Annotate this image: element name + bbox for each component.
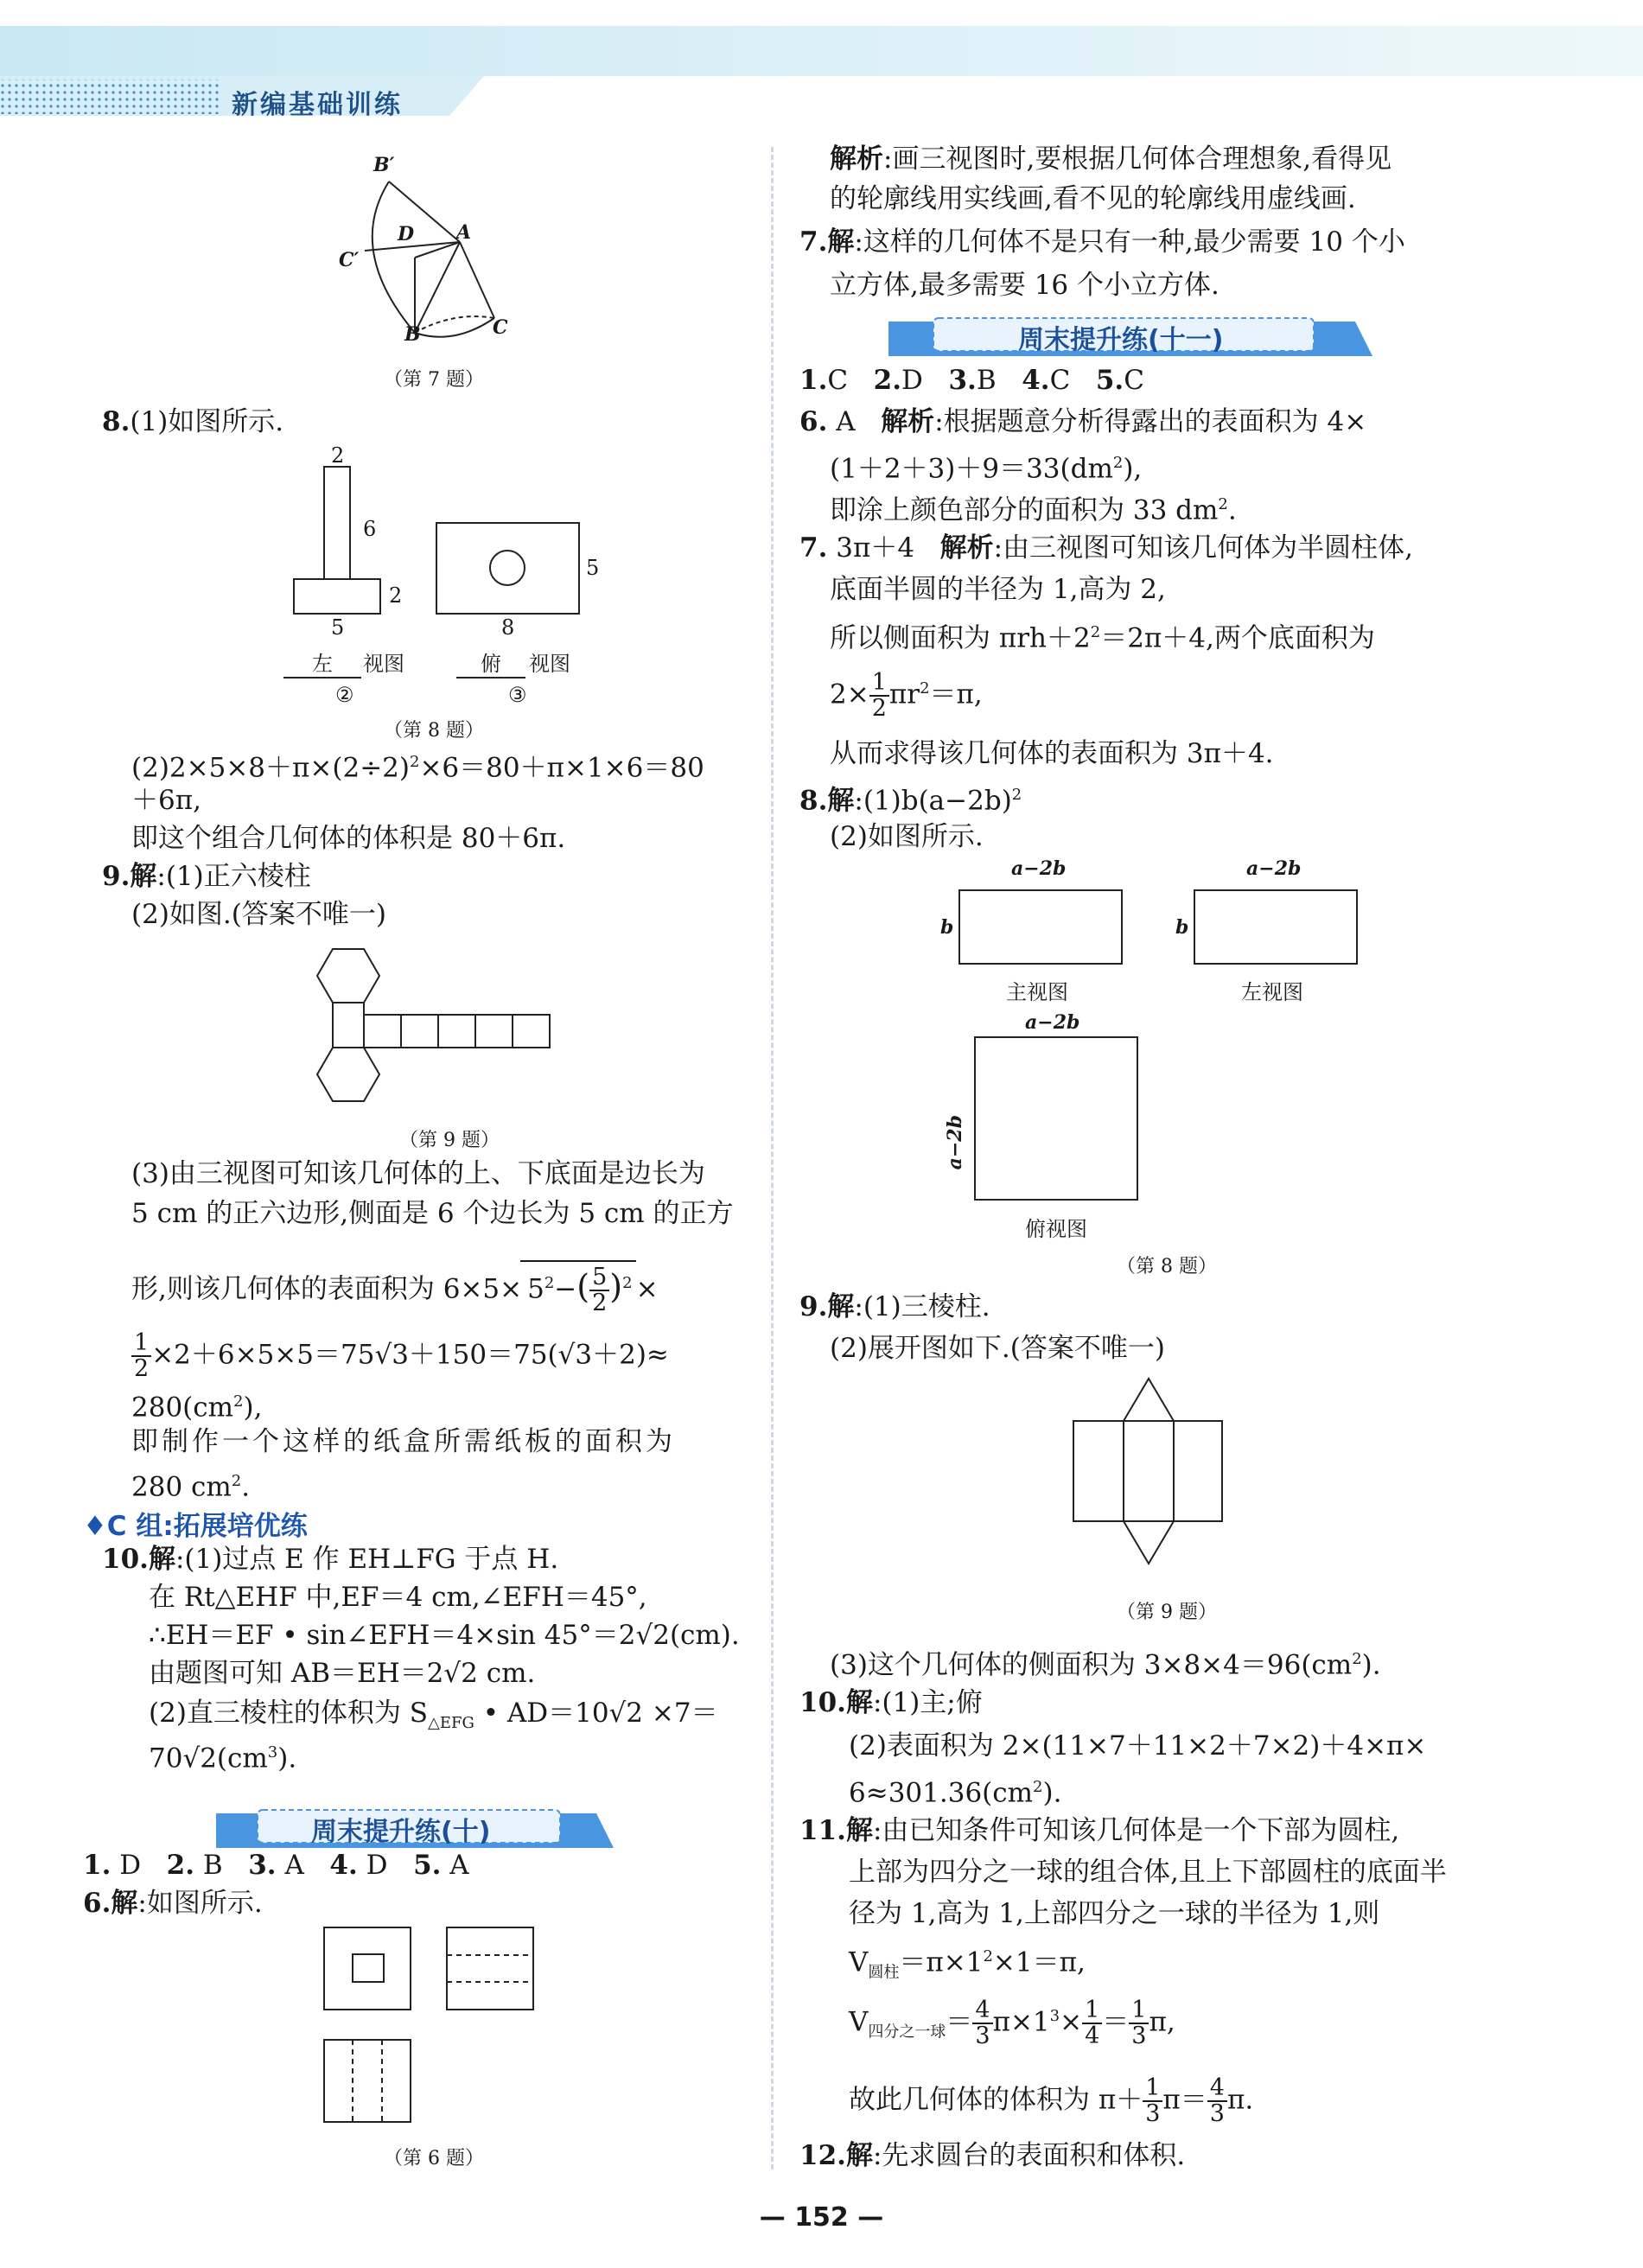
right-q11-line5-eq: ＝ [946, 2006, 973, 2038]
right-q7-text: :这样的几何体不是只有一种,最少需要 10 个小 [854, 226, 1405, 258]
right-q11-text: :由已知条件可知该几何体是一个下部为圆柱, [872, 1815, 1400, 1846]
fig7-label-b-prime: B′ [373, 154, 395, 176]
right-q10-line3-b: ). [1042, 1777, 1062, 1809]
fig6-caption: （第 6 题） [384, 2148, 484, 2169]
right-q11-line5 [849, 1998, 1175, 2050]
q10-line4: 由题图可知 AB＝EH＝2√2 cm. [149, 1658, 536, 1689]
fig8r-main-label: 主视图 [1006, 980, 1068, 1004]
right-q6-line2-a: (1＋2＋3)＋9＝33(dm [830, 453, 1113, 485]
q9-line6-frac-den: 2 [134, 1355, 150, 1382]
q10-line5 [149, 1696, 718, 1741]
q9-line2: (2)如图.(答案不唯一) [131, 899, 386, 930]
right-q9-line3 [830, 1642, 1381, 1682]
right-q9-line2: (2)展开图如下.(答案不唯一) [830, 1333, 1165, 1364]
fig8-left-view-fill: 左 [283, 647, 361, 678]
right-q7-line4-frac-den: 2 [871, 695, 887, 722]
q9-line6-text: ×2＋6×5×5＝75√3＋150＝75(√3＋2)≈ [151, 1339, 669, 1371]
right-q11-line5-a: π×1 [992, 2006, 1050, 2038]
q9-line5-end: × [635, 1273, 659, 1305]
right-q6-line3-b: . [1227, 494, 1237, 526]
ans11-5: C [1124, 365, 1144, 396]
right-q11-f2-num: 1 [1082, 1998, 1102, 2024]
q10-line2: 在 Rt△EHF 中,EF＝4 cm,∠EFH＝45°, [149, 1582, 647, 1613]
fig8-top-view-fill: 俯 [456, 647, 525, 678]
right-q11-line5-frac3 [1129, 1998, 1149, 2048]
right-q10-jie: 解 [845, 1687, 873, 1718]
q9-line5-pre: 形,则该几何体的表面积为 6×5× [131, 1273, 523, 1305]
right-q6-line3 [830, 487, 1237, 527]
right-q11-line4 [849, 1940, 1086, 1991]
right-q11-f2-den: 4 [1085, 2023, 1100, 2049]
right-q6-line2-sup: 2 [1112, 454, 1124, 472]
q9-ans1: :(1)正六棱柱 [156, 861, 311, 892]
ans11-3: B [976, 365, 997, 396]
fig8r-left-label: 左视图 [1241, 980, 1303, 1004]
right-q12-text: :先求圆台的表面积和体积. [872, 2140, 1186, 2171]
header-title: 新编基础训练 [232, 90, 403, 120]
ans11-2-num: 2. [873, 365, 902, 396]
fig7-label-c-prime: C′ [339, 249, 360, 271]
fig8-top-view-suffix: 视图 [529, 652, 570, 676]
page-number-value: 152 [794, 2202, 849, 2233]
banner-11-title: 周末提升练(十一) [1018, 325, 1224, 355]
right-q7-line4-sup: 2 [920, 679, 930, 698]
q9-line5-sup2: 2 [622, 1274, 633, 1293]
right-q11-line5-sup: 3 [1049, 2007, 1060, 2026]
right-q7b-ans: 3π＋4 [827, 532, 915, 564]
right-q11-l6f2-den: 3 [1209, 2100, 1225, 2127]
q9-line5 [131, 1260, 659, 1316]
right-q8-num: 8. [799, 785, 828, 817]
q9-line7-sup: 2 [233, 1392, 244, 1411]
q9-line5-frac-num: 5 [589, 1265, 609, 1291]
q9-line7-a: 280(cm [131, 1392, 234, 1424]
right-q9-line1 [799, 1290, 990, 1324]
q6-left-text: :如图所示. [137, 1888, 263, 1919]
q10-ans1: :(1)过点 E 作 EH⊥FG 于点 H. [175, 1544, 559, 1575]
fig8-dim-base-width: 5 [331, 615, 345, 640]
q6-left-line1 [83, 1886, 263, 1921]
right-q9-line3-b: ). [1361, 1649, 1381, 1681]
right-top-line3 [799, 225, 1405, 259]
right-q7-line4-frac-num: 1 [869, 671, 889, 697]
fig8r-main-top: a−2b [1011, 857, 1067, 880]
right-q11-l6f2-num: 4 [1207, 2076, 1227, 2102]
figure-6-views [320, 1923, 544, 2131]
q9-line5-frac [589, 1265, 609, 1316]
right-q8-sup: 2 [1011, 786, 1022, 804]
ans10-2-num: 2. [166, 1850, 195, 1881]
right-top-line2: 的轮廓线用实线画,看不见的轮廓线用虚线画. [830, 183, 1356, 214]
right-q12-line1 [799, 2138, 1185, 2173]
fig7-caption: （第 7 题） [384, 369, 484, 391]
q9-line9-sup: 2 [231, 1472, 242, 1490]
right-q11-line6-end: π. [1226, 2084, 1254, 2116]
q9-line3: (3)由三视图可知该几何体的上、下底面是边长为 [131, 1158, 705, 1189]
fig8-dim-rect-width: 8 [501, 615, 515, 640]
q8-line1 [102, 405, 283, 439]
right-q11-line4-sup: 2 [983, 1947, 993, 1965]
right-q11-f1-den: 3 [975, 2023, 990, 2049]
right-q7-line3-sup: 2 [1090, 623, 1101, 641]
q8-line2-sup: 2 [410, 753, 420, 771]
ans10-4: D [357, 1850, 388, 1881]
right-q11-l6f1-den: 3 [1145, 2100, 1161, 2127]
q9-line6-frac [131, 1331, 151, 1381]
right-q11-line6-frac2 [1207, 2076, 1227, 2126]
right-q7-line2: 底面半圆的半径为 1,高为 2, [830, 574, 1166, 605]
ans10-1: D [111, 1850, 142, 1881]
right-q7-line4 [830, 671, 983, 721]
right-top-line1 [830, 142, 1391, 176]
right-q6-line3-sup: 2 [1218, 495, 1228, 513]
right-q10-line3-a: 6≈301.36(cm [849, 1777, 1034, 1809]
right-q7-line3-a: 所以侧面积为 πrh＋2 [830, 622, 1091, 654]
right-q7-line4-frac [869, 671, 889, 721]
ans10-2: B [194, 1850, 223, 1881]
q10-num: 10. [102, 1544, 149, 1575]
q6-left-jie: 解 [111, 1888, 138, 1919]
right-top-line4: 立方体,最多需要 16 个小立方体. [830, 270, 1220, 301]
fig8r-caption: （第 8 题） [1117, 1256, 1217, 1277]
fig8-dim-top: 2 [331, 443, 345, 468]
fig8-dim-height: 6 [363, 517, 377, 541]
fig7-label-b: B [404, 323, 421, 346]
ans10-3: A [276, 1850, 304, 1881]
right-q10-line3 [849, 1770, 1061, 1810]
q9-line9-a: 280 cm [131, 1471, 232, 1503]
right-q8-line1 [799, 778, 1022, 818]
right-q7-line4-b: ＝π, [929, 678, 983, 710]
q8-text: (1)如图所示. [130, 406, 284, 437]
q10-line1 [102, 1542, 558, 1577]
right-q12-jie: 解 [845, 2140, 873, 2171]
ans11-1: C [827, 365, 849, 396]
q9-line7 [131, 1385, 262, 1424]
right-q11-f3-num: 1 [1129, 1998, 1149, 2024]
banner-10-title: 周末提升练(十) [311, 1817, 491, 1847]
q8-line4: 即这个组合几何体的体积是 80＋6π. [131, 823, 566, 854]
right-q11-line5-d: π, [1149, 2006, 1175, 2038]
q9-line5-root: 5 [527, 1273, 544, 1305]
fig8r-top-label: 俯视图 [1025, 1217, 1087, 1241]
right-q7-line4-pre: 2× [830, 678, 869, 710]
fig8-caption: （第 8 题） [384, 720, 484, 742]
right-top-jiexi: 解析 [830, 143, 883, 175]
q8-line2 [131, 745, 704, 785]
ans11-4-num: 4. [1022, 365, 1050, 396]
figure-8-views [285, 458, 614, 640]
right-q9-text: :(1)三棱柱. [854, 1291, 990, 1322]
ans11-2: D [901, 365, 923, 396]
right-q11-line4-a: ＝π×1 [899, 1946, 984, 1978]
right-q9-line3-sup: 2 [1352, 1650, 1362, 1668]
column-divider [771, 147, 774, 2169]
fig7-label-a: A [456, 221, 472, 244]
ans11-1-num: 1. [799, 365, 828, 396]
right-q11-line6-pre: 故此几何体的体积为 π＋ [849, 2084, 1143, 2116]
right-q6-jiexi: 解析 [881, 406, 935, 437]
page-header [0, 0, 1643, 130]
figure-9-hexagon-net [311, 946, 570, 1119]
q9-line5-frac-den: 2 [592, 1290, 608, 1316]
answers-11 [799, 363, 1144, 398]
right-q8-line2: (2)如图所示. [830, 821, 984, 852]
right-q7b-num: 7. [799, 532, 828, 564]
right-q11-v1-sub: 圆柱 [868, 1963, 900, 1982]
right-q10-line3-sup: 2 [1033, 1778, 1043, 1796]
right-q11-l6f1-num: 1 [1143, 2076, 1162, 2102]
right-q11-line5-b: × [1060, 2006, 1083, 2038]
q10-jie: 解 [148, 1544, 175, 1575]
right-q10-text: :(1)主;俯 [872, 1687, 983, 1718]
q10-line3: ∴EH＝EF • sin∠EFH＝4×sin 45°＝2√2(cm). [149, 1620, 740, 1651]
right-q11-line3: 径为 1,高为 1,上部四分之一球的半径为 1,则 [849, 1898, 1380, 1929]
right-q11-f1-num: 4 [972, 1998, 992, 2024]
right-q9-line3-a: (3)这个几何体的侧面积为 3×8×4＝96(cm [830, 1649, 1353, 1681]
ans10-3-num: 3. [248, 1850, 277, 1881]
q9-line9 [131, 1464, 250, 1504]
right-q6-line1 [799, 405, 1366, 439]
page-number: — 152 — [759, 2202, 884, 2233]
right-q8-text: :(1)b(a−2b) [854, 785, 1012, 817]
right-q11-line6-frac1 [1143, 2076, 1162, 2126]
right-top-line1-text: :画三视图时,要根据几何体合理想象,看得见 [883, 143, 1392, 175]
q10-line5-b: • AD＝10√2 ×7＝ [474, 1698, 718, 1729]
q9-line8: 即制作一个这样的纸盒所需纸板的面积为 [131, 1426, 676, 1457]
right-q6-line2-b: ), [1123, 453, 1143, 485]
ans10-5-num: 5. [413, 1850, 442, 1881]
right-q10-line2: (2)表面积为 2×(11×7＋11×2＋7×2)＋4×π× [849, 1730, 1427, 1762]
right-q7-line3-b: ＝2π＋4,两个底面积为 [1100, 622, 1375, 654]
q10-line6-a: 70√2(cm [149, 1742, 268, 1774]
right-q7-jie: 解 [827, 226, 855, 258]
right-q11-v1: V [849, 1946, 869, 1978]
right-q7-line5: 从而求得该几何体的表面积为 3π＋4. [830, 738, 1274, 769]
right-q7b-text: :由三视图可知该几何体为半圆柱体, [993, 532, 1413, 564]
right-q11-line5-frac1 [972, 1998, 992, 2048]
fig8-dim-rect-height: 5 [586, 556, 600, 580]
right-q8-jie: 解 [827, 785, 855, 817]
ans10-1-num: 1. [83, 1850, 111, 1881]
right-q11-line4-b: ×1＝π, [992, 1946, 1086, 1978]
answers-10 [83, 1848, 469, 1883]
right-q11-line5-c: ＝ [1102, 2006, 1130, 2038]
right-q11-line6-mid: π＝ [1162, 2084, 1207, 2116]
right-q10-line1 [799, 1685, 983, 1720]
q9-line6 [131, 1331, 669, 1381]
q9-num: 9. [102, 861, 131, 892]
right-q11-v2-sub: 四分之一球 [868, 2023, 946, 2042]
q9-line9-b: . [241, 1471, 251, 1503]
right-q7-num: 7. [799, 226, 828, 258]
ans10-4-num: 4. [329, 1850, 358, 1881]
right-q11-line2: 上部为四分之一球的组合体,且上下部圆柱的底面半 [849, 1857, 1447, 1888]
ans11-4: C [1049, 365, 1071, 396]
q6-left-num: 6. [83, 1888, 111, 1919]
q9-line1 [102, 859, 311, 894]
figure-9-right-prism-net [1070, 1374, 1226, 1530]
right-q7-line1 [799, 531, 1413, 565]
fig7-label-d: D [398, 223, 415, 245]
right-q6-line3-a: 即涂上颜色部分的面积为 33 dm [830, 494, 1219, 526]
q9-line5-sqrt: $5^2-$( $\frac{5}{2}$ )$^2$ [520, 1260, 635, 1316]
q10-line6-b: ). [277, 1742, 297, 1774]
fig8-top-view-num: ③ [508, 683, 527, 707]
q8-num: 8. [102, 406, 131, 437]
fig8r-top-side: a−2b [944, 1115, 966, 1170]
right-q11-f3-den: 3 [1131, 2023, 1147, 2049]
right-q6-text: :根据题意分析得露出的表面积为 4× [934, 406, 1367, 437]
ans11-5-num: 5. [1095, 365, 1124, 396]
ans10-5: A [441, 1850, 469, 1881]
right-q11-v2: V [849, 2006, 869, 2038]
right-q6-line2 [830, 446, 1142, 486]
q10-line6 [149, 1736, 296, 1775]
q9-line5-sup: 2 [544, 1274, 555, 1293]
right-q7-line4-a: πr [888, 678, 920, 710]
right-q6-ans: A [827, 406, 856, 437]
right-q11-line6 [849, 2076, 1253, 2126]
group-c-heading: ♦C 组:拓展培优练 [83, 1511, 308, 1542]
fig7-label-c: C [493, 316, 508, 339]
right-q9-num: 9. [799, 1291, 828, 1322]
q9-line4: 5 cm 的正六边形,侧面是 6 个边长为 5 cm 的正方 [131, 1198, 734, 1229]
figure-8-right-views [951, 882, 1366, 1236]
q8-line2-a: (2)2×5×8＋π×(2÷2) [131, 752, 410, 784]
q10-line5-sub: △EFG [428, 1714, 474, 1733]
fig8-dim-base-height: 2 [389, 583, 403, 608]
right-q12-num: 12. [799, 2140, 846, 2171]
fig8r-top-top: a−2b [1025, 1011, 1080, 1034]
ans11-3-num: 3. [948, 365, 977, 396]
q10-line5-a: (2)直三棱柱的体积为 S [149, 1698, 429, 1729]
fig8-left-view-num: ② [335, 683, 354, 707]
right-q11-num: 11. [799, 1815, 846, 1846]
q8-line3: ＋6π, [131, 785, 201, 816]
q8-line2-b: ×6＝80＋π×1×6＝80 [419, 752, 704, 784]
fig8r-main-side: b [940, 916, 954, 939]
right-q9-jie: 解 [827, 1291, 855, 1322]
right-q7-line3 [830, 615, 1375, 655]
fig8-left-view-suffix: 视图 [363, 652, 404, 676]
fig8r-left-top: a−2b [1246, 857, 1302, 880]
right-q11-line5-frac2 [1082, 1998, 1102, 2048]
fig9-caption: （第 9 题） [399, 1130, 500, 1151]
fig8r-left-side: b [1175, 916, 1189, 939]
right-q7b-jiexi: 解析 [939, 532, 994, 564]
right-q11-line1 [799, 1813, 1399, 1848]
right-q11-jie: 解 [845, 1815, 873, 1846]
right-q10-num: 10. [799, 1687, 846, 1718]
q9-line6-frac-num: 1 [131, 1331, 151, 1357]
q9-jie: 解 [130, 861, 157, 892]
fig9r-caption: （第 9 题） [1117, 1602, 1217, 1623]
right-q6-num: 6. [799, 406, 828, 437]
q9-line5-minus: − [554, 1273, 577, 1305]
q10-line6-sup: 3 [267, 1743, 278, 1762]
q9-line7-b: ), [243, 1392, 263, 1424]
